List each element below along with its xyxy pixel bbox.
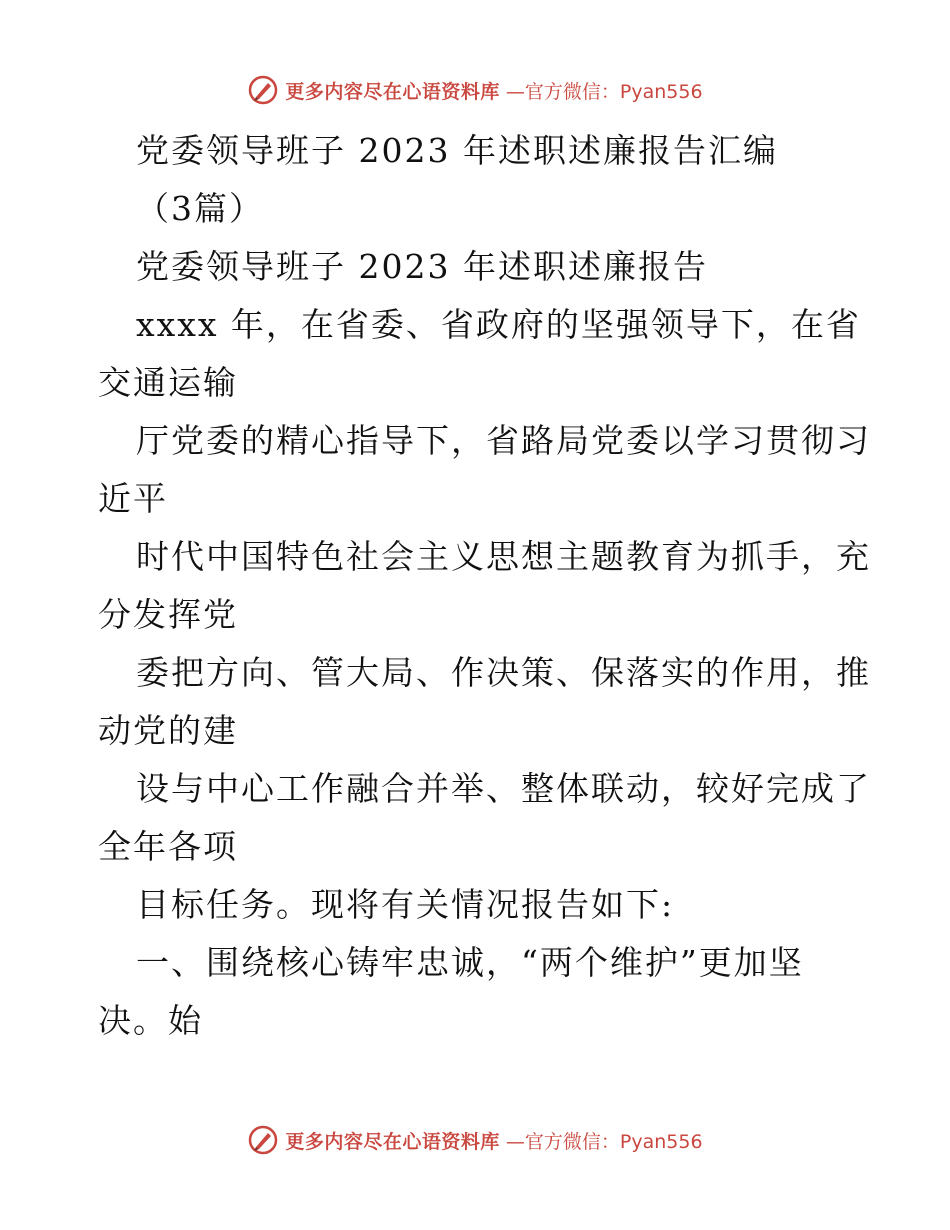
pen-logo-icon	[247, 1124, 279, 1156]
paragraph-line: 设与中心工作融合并举、整体联动，较好完成了	[136, 769, 871, 808]
paragraph-line: 动党的建	[98, 711, 238, 750]
doc-subtitle: 党委领导班子 2023 年述职述廉报告	[136, 247, 708, 286]
paragraph-line: 全年各项	[98, 827, 238, 866]
paragraph-line: 厅党委的精心指导下，省路局党委以学习贯彻习	[136, 421, 871, 460]
paragraph-line: 分发挥党	[98, 595, 238, 634]
paragraph-line: 时代中国特色社会主义思想主题教育为抓手，充	[136, 537, 871, 576]
document-body	[98, 122, 871, 1050]
section-heading-line: 一、围绕核心铸牢忠诚，“两个维护”更加坚	[136, 943, 804, 982]
header-watermark-banner	[0, 70, 950, 110]
paragraph-line: 委把方向、管大局、作决策、保落实的作用，推	[136, 653, 871, 692]
banner-main-text: 更多内容尽在心语资料库	[285, 80, 500, 103]
paragraph-line: 目标任务。现将有关情况报告如下:	[136, 885, 675, 924]
paragraph-line: xxxx 年，在省委、省政府的坚强领导下，在省	[136, 305, 861, 344]
doc-title-line-2: （3篇）	[136, 189, 264, 228]
doc-title-line-1: 党委领导班子 2023 年述职述廉报告汇编	[136, 131, 778, 170]
banner-main-text: 更多内容尽在心语资料库	[285, 1130, 500, 1153]
banner-sub-text: —官方微信：Pyan556	[505, 1130, 703, 1153]
banner-sub-text: —官方微信：Pyan556	[505, 80, 703, 103]
paragraph-line: 交通运输	[98, 363, 238, 402]
paragraph-line: 近平	[98, 479, 168, 518]
pen-logo-icon	[247, 74, 279, 106]
paragraph-line: 决。始	[98, 1001, 203, 1040]
footer-watermark-banner	[0, 1120, 950, 1160]
